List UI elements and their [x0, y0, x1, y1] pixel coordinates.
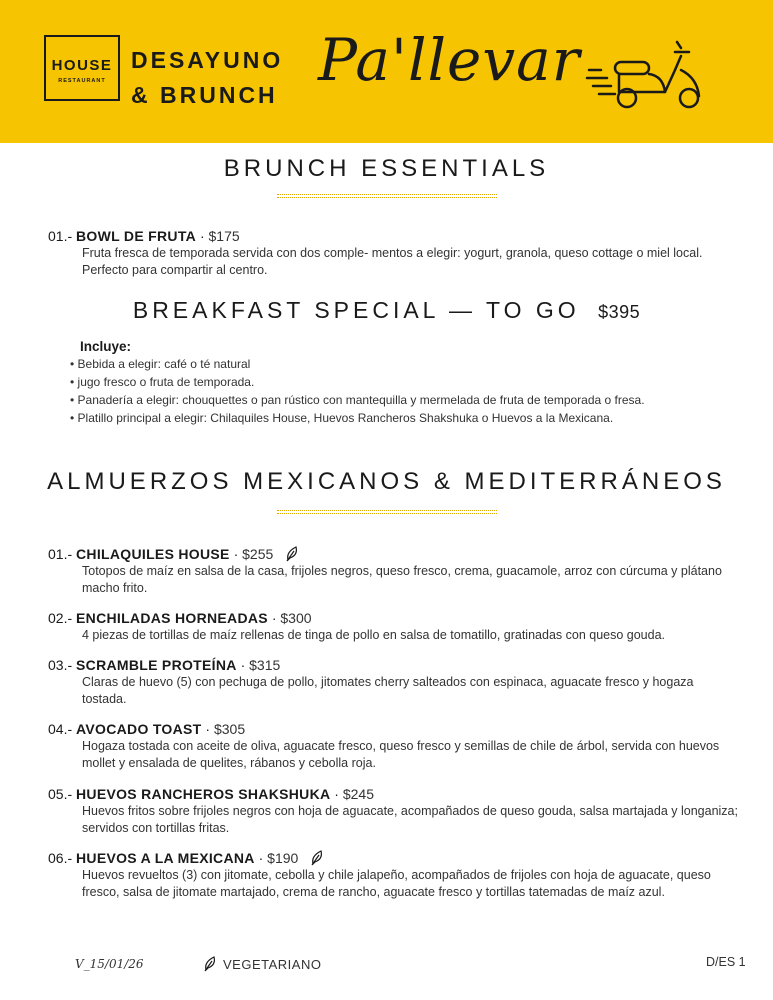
item-description: Totopos de maíz en salsa de la casa, frijoles negros, queso fresco, crema, guacamole, arroz con cúrcuma y plátano macho frito. — [82, 564, 722, 595]
menu-item-head — [48, 227, 738, 245]
menu-item — [48, 227, 738, 279]
header-title-line1: DESAYUNO — [131, 47, 284, 73]
special-price: $395 — [598, 302, 641, 322]
item-separator: · — [205, 721, 211, 737]
list-item: • Panadería a elegir: chouquettes o pan rústico con mantequilla y mermelada de fruta de temporada o fresa. — [70, 391, 645, 409]
includes-list — [70, 355, 645, 427]
item-price: $190 — [267, 850, 299, 866]
item-name: HUEVOS RANCHEROS SHAKSHUKA — [76, 786, 331, 802]
menu-item-head — [48, 656, 738, 674]
special-title-row — [0, 297, 773, 324]
item-price: $305 — [213, 721, 246, 737]
menu-item-head — [48, 849, 738, 867]
item-number: 01.- — [48, 546, 73, 562]
item-name: CHILAQUILES HOUSE — [76, 546, 230, 562]
menu-item — [48, 656, 738, 708]
item-price: $245 — [342, 786, 375, 802]
item-description: Huevos revueltos (3) con jitomate, cebolla y chile jalapeño, acompañados de frijoles con hoja de aguacate, queso fresco, salsa de jitomate martajado, crema de rancho, aguacate fresco y tortillas tatemadas de maíz azul. — [82, 868, 711, 899]
item-description: Huevos fritos sobre frijoles negros con hoja de aguacate, acompañados de queso gouda, salsa martajada y longaniza; servidos con tortillas fritas. — [82, 804, 738, 835]
item-number: 04.- — [48, 721, 73, 737]
script-title: Pa'llevar — [318, 26, 581, 94]
header-title-line2: & BRUNCH — [131, 82, 278, 108]
scooter-icon — [585, 40, 710, 112]
item-number: 03.- — [48, 657, 73, 673]
menu-item-head — [48, 609, 738, 627]
item-number: 01.- — [48, 228, 73, 244]
house-logo — [44, 35, 120, 101]
menu-item-head — [48, 720, 738, 738]
item-price: $315 — [249, 657, 281, 673]
header-banner — [0, 0, 773, 143]
item-name: ENCHILADAS HORNEADAS — [76, 610, 268, 626]
logo-sub-text: RESTAURANT — [58, 78, 106, 84]
item-separator: · — [258, 850, 264, 866]
menu-item-head — [48, 545, 738, 563]
item-name: HUEVOS A LA MEXICANA — [76, 850, 255, 866]
version-label: V_15/01/26 — [75, 957, 144, 971]
page-number: D/ES 1 — [706, 955, 746, 969]
vegetarian-leaf-icon — [285, 545, 299, 562]
menu-item — [48, 849, 738, 901]
item-separator: · — [199, 228, 205, 244]
item-number: 06.- — [48, 850, 73, 866]
menu-item — [48, 785, 738, 837]
list-item: • Platillo principal a elegir: Chilaquiles House, Huevos Rancheros Shakshuka o Huevos a la Mexicana. — [70, 409, 645, 427]
item-separator: · — [233, 546, 239, 562]
item-price: $300 — [280, 610, 312, 626]
item-description: Hogaza tostada con aceite de oliva, aguacate fresco, queso fresco y semillas de chile de árbol, servida con huevos mollet y ensalada de quelites, rábanos y cebolla roja. — [82, 739, 720, 770]
item-number: 05.- — [48, 786, 73, 802]
list-item: • Bebida a elegir: café o té natural — [70, 355, 645, 373]
item-name: BOWL DE FRUTA — [76, 228, 197, 244]
list-item: • jugo fresco o fruta de temporada. — [70, 373, 645, 391]
section-divider — [277, 194, 497, 198]
item-number: 02.- — [48, 610, 73, 626]
menu-item — [48, 545, 738, 597]
section-title-almuerzos: ALMUERZOS MEXICANOS & MEDITERRÁNEOS — [47, 468, 726, 495]
special-title: BREAKFAST SPECIAL — TO GO — [132, 297, 580, 323]
section-divider — [277, 510, 497, 514]
item-price: $255 — [242, 546, 274, 562]
logo-main-text: HOUSE — [51, 57, 113, 74]
item-separator: · — [240, 657, 246, 673]
vegetarian-leaf-icon — [310, 849, 324, 866]
item-name: AVOCADO TOAST — [76, 721, 202, 737]
menu-item-head — [48, 785, 738, 803]
item-description: Claras de huevo (5) con pechuga de pollo, jitomates cherry salteados con espinaca, aguacate fresco y hogaza tostada. — [82, 675, 694, 706]
includes-label: Incluye: — [80, 339, 132, 354]
item-separator: · — [334, 786, 339, 802]
vegetarian-legend — [203, 955, 321, 972]
item-separator: · — [271, 610, 277, 626]
vegetarian-legend-label: VEGETARIANO — [223, 957, 322, 972]
item-price: $175 — [208, 228, 240, 244]
header-title — [131, 43, 283, 113]
menu-item — [48, 609, 738, 644]
menu-item — [48, 720, 738, 772]
item-description: 4 piezas de tortillas de maíz rellenas de tinga de pollo en salsa de tomatillo, gratinadas con queso gouda. — [82, 628, 666, 642]
vegetarian-leaf-icon — [203, 955, 217, 972]
item-name: SCRAMBLE PROTEÍNA — [76, 657, 237, 673]
section-title-brunch: BRUNCH ESSENTIALS — [223, 155, 550, 182]
item-description: Fruta fresca de temporada servida con dos comple- mentos a elegir: yogurt, granola, queso cottage o miel local. Perfecto para compartir al centro. — [82, 246, 703, 277]
